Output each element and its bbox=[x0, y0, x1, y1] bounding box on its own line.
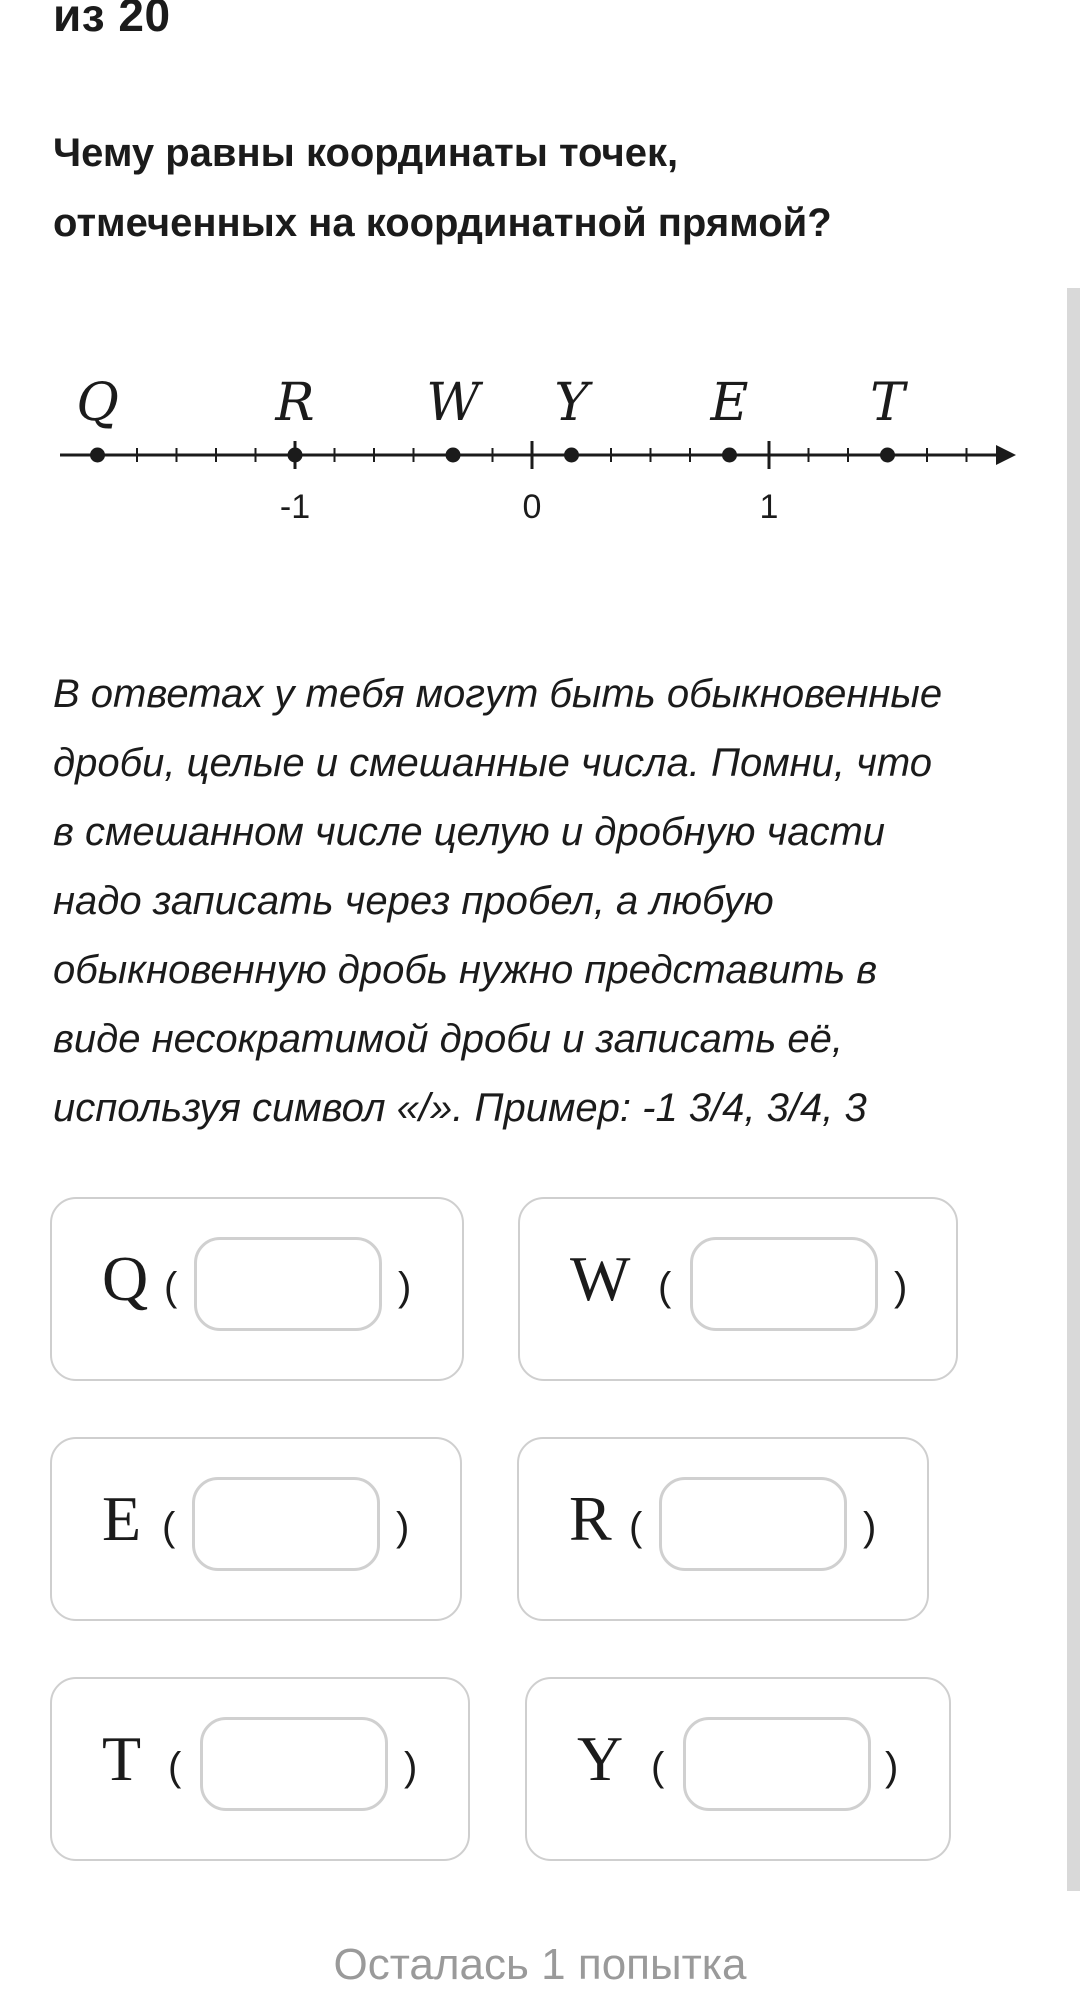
point-letter: T bbox=[102, 1723, 142, 1794]
point-letter: Y bbox=[577, 1723, 624, 1794]
point-label-w: W bbox=[426, 373, 480, 433]
point-letter: Q bbox=[102, 1243, 149, 1314]
answer-input-t[interactable] bbox=[200, 1717, 388, 1811]
close-paren: ) bbox=[894, 1265, 908, 1309]
point-label-r: R bbox=[275, 373, 315, 433]
point-label-y: Y bbox=[554, 373, 589, 433]
question-line: отмеченных на координатной прямой? bbox=[53, 201, 832, 245]
open-paren: ( bbox=[658, 1265, 672, 1309]
hint-line: обыкновенную дробь нужно представить в bbox=[53, 948, 878, 992]
tick-label: 0 bbox=[522, 488, 542, 526]
point-label-e: E bbox=[710, 373, 749, 433]
answer-card-t bbox=[50, 1677, 470, 1861]
point-label-q: Q bbox=[76, 373, 119, 433]
point-letter: R bbox=[569, 1483, 612, 1554]
open-paren: ( bbox=[164, 1265, 178, 1309]
point-label-t: T bbox=[870, 373, 905, 433]
answer-card-r bbox=[517, 1437, 929, 1621]
tick-label: 1 bbox=[759, 488, 779, 526]
hint-line: надо записать через пробел, а любую bbox=[53, 879, 774, 923]
question-line: Чему равны координаты точек, bbox=[53, 131, 679, 175]
open-paren: ( bbox=[168, 1745, 182, 1789]
close-paren: ) bbox=[885, 1745, 899, 1789]
answer-card-q bbox=[50, 1197, 464, 1381]
open-paren: ( bbox=[629, 1505, 643, 1549]
point-dot-w bbox=[446, 448, 461, 463]
question-counter: из 20 bbox=[53, 0, 171, 41]
axis-tick-labels bbox=[280, 488, 779, 526]
point-dot-r bbox=[288, 448, 303, 463]
answer-input-q[interactable] bbox=[194, 1237, 382, 1331]
close-paren: ) bbox=[398, 1265, 412, 1309]
hint-line: виде несократимой дроби и записать её, bbox=[53, 1017, 843, 1061]
point-letter: W bbox=[570, 1243, 631, 1314]
question-title bbox=[53, 118, 1013, 258]
open-paren: ( bbox=[162, 1505, 176, 1549]
answer-input-w[interactable] bbox=[690, 1237, 878, 1331]
hint-line: В ответах у тебя могут быть обыкновенные bbox=[53, 672, 943, 716]
hint-line: в смешанном числе целую и дробную части bbox=[53, 810, 886, 854]
point-dot-e bbox=[722, 448, 737, 463]
answer-card-y bbox=[525, 1677, 951, 1861]
axis-arrow bbox=[996, 445, 1016, 465]
point-dot-q bbox=[90, 448, 105, 463]
answer-input-r[interactable] bbox=[659, 1477, 847, 1571]
hint-line: дроби, целые и смешанные числа. Помни, что bbox=[53, 741, 932, 785]
answer-input-y[interactable] bbox=[683, 1717, 871, 1811]
point-dot-y bbox=[564, 448, 579, 463]
close-paren: ) bbox=[863, 1505, 877, 1549]
point-letter: E bbox=[102, 1483, 142, 1554]
coordinate-line bbox=[0, 370, 1080, 540]
point-dot-t bbox=[880, 448, 895, 463]
answer-card-e bbox=[50, 1437, 462, 1621]
close-paren: ) bbox=[396, 1505, 410, 1549]
attempts-remaining: Осталась 1 попытка bbox=[333, 1940, 747, 1989]
answer-input-e[interactable] bbox=[192, 1477, 380, 1571]
hint-text bbox=[53, 660, 1043, 1143]
close-paren: ) bbox=[404, 1745, 418, 1789]
hint-line: используя символ «/». Пример: -1 3/4, 3/4, 3 bbox=[53, 1086, 867, 1130]
open-paren: ( bbox=[651, 1745, 665, 1789]
tick-label: -1 bbox=[279, 488, 311, 526]
answer-card-w bbox=[518, 1197, 958, 1381]
